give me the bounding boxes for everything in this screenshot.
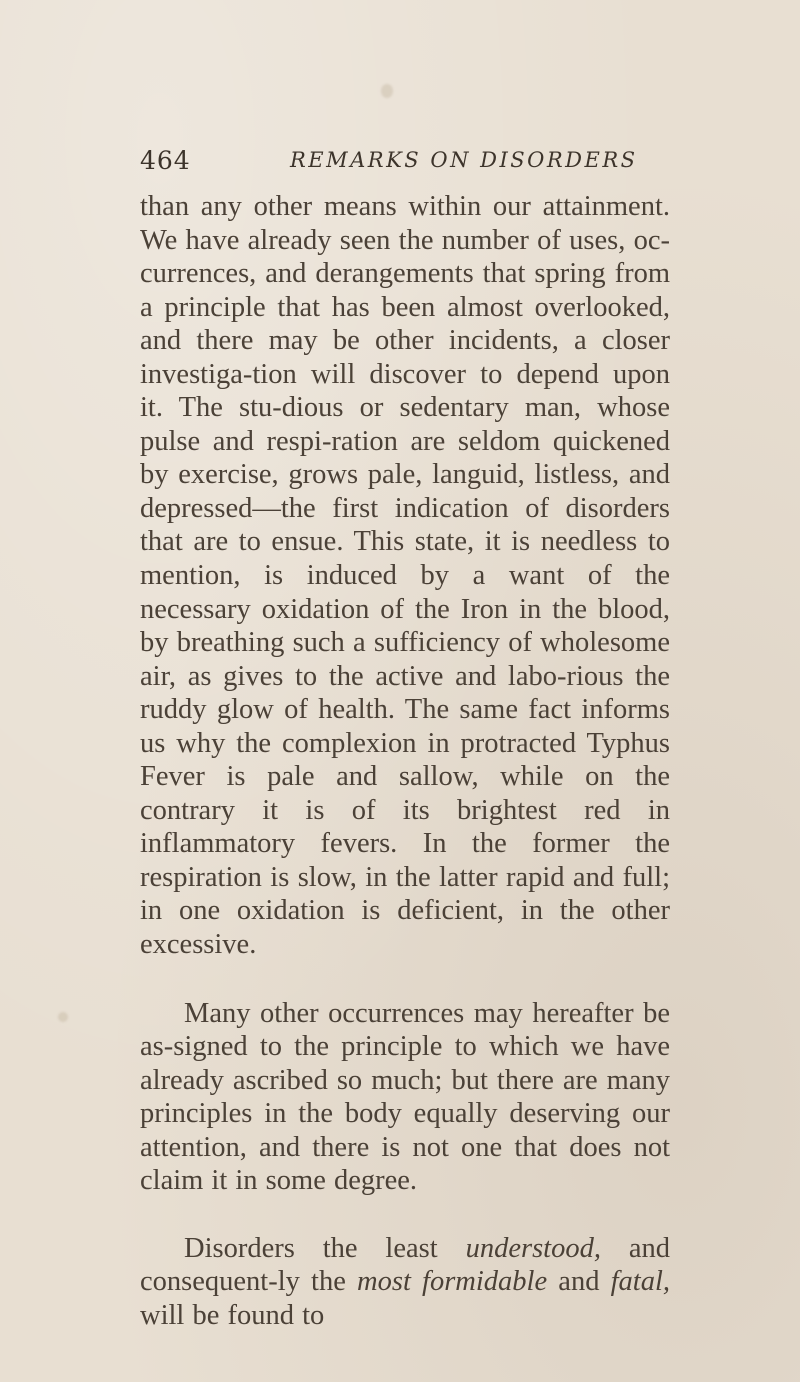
running-title: REMARKS ON DISORDERS: [290, 148, 638, 172]
text-run: Disorders the least: [184, 1232, 466, 1264]
page-header: [140, 146, 660, 186]
paragraph: [140, 1232, 670, 1333]
body-text: [140, 190, 670, 1333]
paragraph: Many other occurrences may hereafter be as-signed to the principle to which we have already ascribed so much; but there are many principles in the body equally deserving our attention, and there is not one that does not claim it in some degree.: [140, 997, 670, 1197]
ink-smudge: [58, 1012, 68, 1022]
page-number: 464: [140, 146, 191, 175]
text-run: and: [547, 1266, 611, 1298]
text-run: and consequent-ly the: [140, 1232, 671, 1298]
text-run: will be found to: [140, 1299, 325, 1331]
italic-run: fatal,: [610, 1266, 671, 1298]
italic-run: understood,: [465, 1232, 601, 1264]
paragraph: than any other means within our attainment. We have already seen the number of uses, oc-currences, and derangements that spring from a principle that has been almost overlooked, and there may be other incidents, a closer investiga-tion will discover to depend upon it. The stu-dious or sedentary man, whose pulse and respi-ration are seldom quickened by exercise, grows pale, languid, listless, and depressed—the first indication of disorders that are to ensue. This state, it is needless to mention, is induced by a want of the necessary oxidation of the Iron in the blood, by breathing such a sufficiency of wholesome air, as gives to the active and labo-rious the ruddy glow of health. The same fact informs us why the complexion in protracted Typhus Fever is pale and sallow, while on the contrary it is of its brightest red in inflammatory fevers. In the former the respiration is slow, in the latter rapid and full; in one oxidation is deficient, in the other excessive.: [140, 191, 670, 961]
italic-run: most formidable: [357, 1266, 548, 1298]
ink-smudge: [381, 84, 393, 98]
